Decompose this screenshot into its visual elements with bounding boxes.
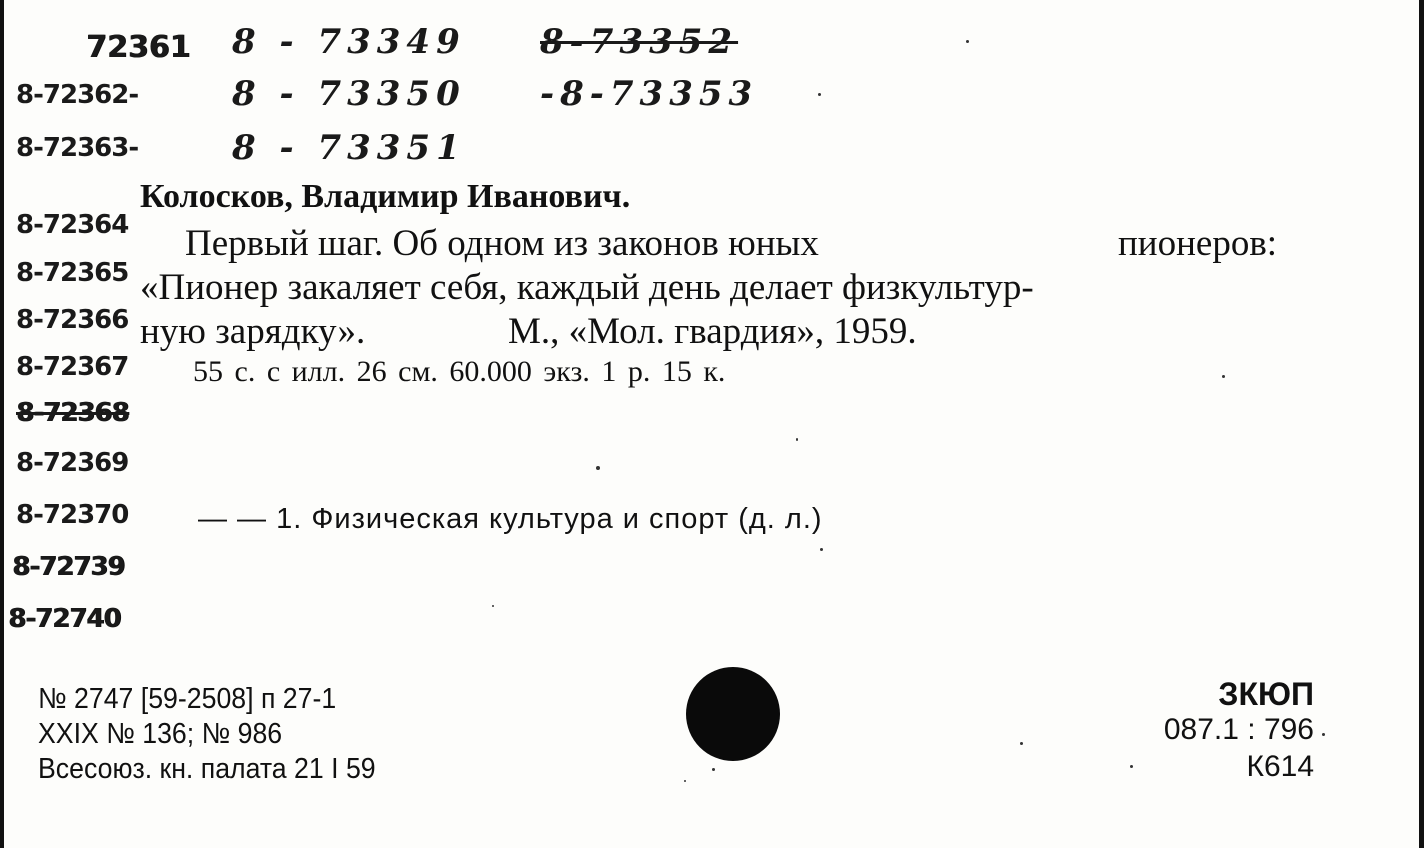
footer-line: XXIX № 136; № 986 xyxy=(38,718,283,750)
physical-description: 55 с. с илл. 26 см. 60.000 экз. 1 р. 15 к. xyxy=(193,355,726,388)
speck xyxy=(820,548,823,551)
speck xyxy=(796,438,798,441)
punch-hole xyxy=(686,667,780,761)
classification-code: ЗКЮП xyxy=(1218,676,1314,712)
speck xyxy=(966,40,969,43)
inventory-number: 8-72363- xyxy=(16,133,139,163)
inventory-number: 8-72739 xyxy=(12,552,125,582)
footer-line: Всесоюз. кн. палата 21 I 59 xyxy=(38,753,376,785)
speck xyxy=(1130,765,1133,768)
title-line: «Пионер закаляет себя, каждый день делает физкультур- xyxy=(140,267,1034,308)
speck xyxy=(1222,375,1225,378)
inventory-number: 8-72369 xyxy=(16,448,129,478)
inventory-number: 8 - 73351 xyxy=(232,128,466,168)
publisher-info: М., «Мол. гвардия», 1959. xyxy=(508,311,917,352)
card-left-edge xyxy=(0,0,4,848)
inventory-number: 8-72367 xyxy=(16,352,129,382)
inventory-number-struck: 8-72368 xyxy=(16,398,129,428)
inventory-number: 8 - 73350 xyxy=(232,74,466,114)
title-line-end: пионеров: xyxy=(1118,223,1278,264)
inventory-number: 8-72740 xyxy=(8,604,121,634)
speck xyxy=(818,93,821,96)
inventory-number: 8-72362- xyxy=(16,80,139,110)
speck xyxy=(712,768,715,771)
inventory-number: 8-72370 xyxy=(16,500,129,530)
subject-heading: — — 1. Физическая культура и спорт (д. л.) xyxy=(198,503,823,535)
classification-code: 087.1 : 796 xyxy=(1163,713,1314,746)
speck xyxy=(1020,742,1023,745)
footer-line: № 2747 [59-2508] п 27-1 xyxy=(38,683,337,715)
speck xyxy=(492,605,494,607)
inventory-number: 8-72365 xyxy=(16,258,129,288)
classification-code: К614 xyxy=(1246,750,1314,783)
inventory-number: 72361 xyxy=(86,30,191,65)
speck xyxy=(684,780,686,782)
inventory-number: 8-72366 xyxy=(16,305,129,335)
author-name: Колосков, Владимир Иванович. xyxy=(140,178,631,215)
title-line: ную зарядку». xyxy=(140,311,366,352)
speck xyxy=(1322,733,1325,736)
speck xyxy=(596,466,600,470)
inventory-number-struck: 8-73352 xyxy=(540,22,739,62)
inventory-number: 8-72364 xyxy=(16,210,129,240)
inventory-number: 8 - 73349 xyxy=(232,22,466,62)
inventory-number: -8-73353 xyxy=(540,74,759,114)
title-line: Первый шаг. Об одном из законов юных xyxy=(185,223,819,264)
card-right-edge xyxy=(1419,0,1424,848)
